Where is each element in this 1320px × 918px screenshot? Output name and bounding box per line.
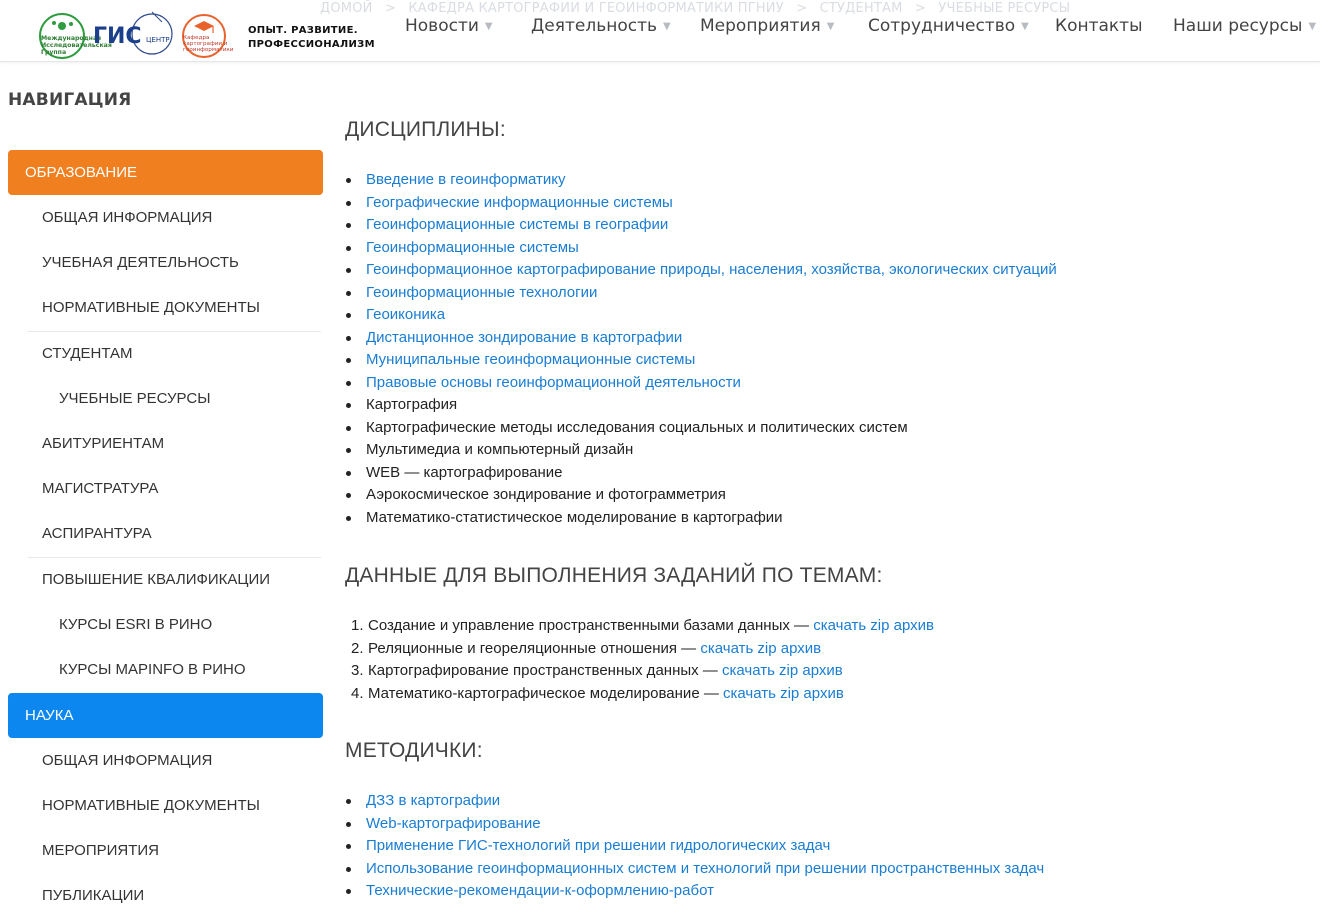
sidebar-item-masters[interactable]: МАГИСТРАТУРА [42,480,159,497]
nav-activity-label: Деятельность [531,16,657,36]
breadcrumb [320,1,1078,16]
list-item-link[interactable]: Геоинформационные системы [366,238,579,256]
gis-logo-sub: ЦЕНТР [146,36,170,44]
list-item-number: 3. [351,662,364,679]
breadcrumb-separator: > [384,1,396,16]
nav-resources-label: Наши ресурсы [1173,16,1303,36]
task-text: Создание и управление пространственными базами данных — [368,617,814,634]
list-item-link[interactable]: Использование геоинформационных систем и технологий при решении пространственных задач [366,859,1045,877]
mig-logo-text-3: Группа [41,49,67,56]
sidebar-item-science[interactable]: НАУКА [8,693,323,738]
disciplines-list [345,169,1057,529]
sidebar-item-science-regulatory-docs[interactable]: НОРМАТИВНЫЕ ДОКУМЕНТЫ [42,797,260,814]
list-item [345,660,934,683]
nav-activity[interactable] [531,16,671,36]
list-item-link[interactable]: Правовые основы геоинформационной деятельности [366,373,741,391]
nav-news-label: Новости [405,16,479,36]
download-zip-link[interactable]: скачать zip архив [700,639,822,657]
list-item [345,790,1044,813]
list-item-text: Мультимедиа и компьютерный дизайн [366,441,634,458]
nav-contacts-label: Контакты [1055,16,1143,36]
tasks-heading: ДАННЫЕ ДЛЯ ВЫПОЛНЕНИЯ ЗАДАНИЙ ПО ТЕМАМ: [345,564,883,587]
dept-logo-text-2: картографии и [183,41,228,47]
list-item-link[interactable]: Технические-рекомендации-к-оформлению-работ [366,882,714,899]
list-item-text: Аэрокосмическое зондирование и фотограмметрия [366,486,726,503]
sidebar-item-esri-courses[interactable]: КУРСЫ ESRI В РИНО [59,616,213,633]
task-text: Реляционные и георeляционные отношения — [368,639,701,657]
list-item [345,835,1044,858]
sidebar-item-students[interactable]: СТУДЕНТАМ [42,345,133,362]
list-item [345,169,1057,192]
list-item [345,259,1057,282]
sidebar-item-mapinfo-courses[interactable]: КУРСЫ MAPINFO В РИНО [59,661,246,678]
list-item [345,507,1057,530]
sidebar-item-general-info[interactable]: ОБЩАЯ ИНФОРМАЦИЯ [42,209,213,226]
download-zip-link[interactable]: скачать zip архив [813,617,935,634]
list-item [345,372,1057,395]
chevron-down-icon: ▼ [663,20,671,32]
nav-cooperation[interactable] [868,16,1029,36]
list-item-link[interactable]: Применение ГИС-технологий при решении гидрологических задач [366,837,831,854]
list-item [345,214,1057,237]
chevron-down-icon: ▼ [1021,20,1029,32]
sidebar-item-science-events[interactable]: МЕРОПРИЯТИЯ [42,842,160,859]
list-item [345,484,1057,507]
list-item [345,394,1057,417]
list-item-number: 2. [351,639,364,657]
tagline-line2: ПРОФЕССИОНАЛИЗМ [248,39,375,50]
list-item-link[interactable]: Web-картографирование [366,814,541,832]
mig-logo-text-2: Исследовательская [41,42,112,49]
list-item [345,237,1057,260]
sidebar-item-academic-activity[interactable]: УЧЕБНАЯ ДЕЯТЕЛЬНОСТЬ [42,254,239,271]
list-item-text: Картографические методы исследования социальных и политических систем [366,418,908,436]
nav-news[interactable] [405,16,493,36]
sidebar-item-learning-resources[interactable]: УЧЕБНЫЕ РЕСУРСЫ [59,390,211,407]
list-item-link[interactable]: Геоинформационное картографирование природы, населения, хозяйства, экологических ситуаций [366,261,1057,278]
department-logo[interactable] [180,12,234,60]
list-item-link[interactable]: Геоиконика [366,306,446,323]
list-item-link[interactable]: ДЗЗ в картографии [366,792,501,809]
task-text: Картографирование пространственных данных — [368,662,722,679]
nav-resources[interactable] [1173,16,1316,36]
list-item-link[interactable]: Географические информационные системы [366,193,673,211]
nav-events-label: Мероприятия [700,16,821,36]
list-item-text: Математико-статистическое моделирование в картографии [366,508,783,526]
site-header [0,0,1320,62]
list-item [345,304,1057,327]
breadcrumb-department[interactable]: КАФЕДРА КАРТОГРАФИИ И ГЕОИНФОРМАТИКИ ПГНИУ [408,1,784,16]
breadcrumb-separator: > [914,1,926,16]
list-item-link[interactable]: Введение в геоинформатику [366,171,566,188]
list-item [345,282,1057,305]
download-zip-link[interactable]: скачать zip архив [721,662,843,679]
list-item [345,349,1057,372]
sidebar-item-education[interactable]: ОБРАЗОВАНИЕ [8,150,323,195]
nav-contacts[interactable] [1055,16,1143,36]
chevron-down-icon: ▼ [484,20,493,32]
chevron-down-icon: ▼ [826,20,835,32]
gis-logo-text: ГИС [93,24,142,49]
list-item-link[interactable]: Муниципальные геоинформационные системы [366,351,696,368]
dept-logo-text-3: геоинформатики [183,47,234,53]
tagline-line1: ОПЫТ. РАЗВИТИЕ. [248,25,358,36]
list-item [345,439,1057,462]
sidebar-item-postgraduate[interactable]: АСПИРАНТУРА [42,525,152,542]
breadcrumb-home[interactable]: ДОМОЙ [320,1,373,16]
list-item-text: Картография [366,396,458,413]
list-item [345,880,1044,903]
list-item [345,813,1044,836]
download-zip-link[interactable]: скачать zip архив [723,684,844,702]
list-item [345,683,934,706]
tagline [248,24,375,52]
list-item [345,615,934,638]
sidebar-item-science-general-info[interactable]: ОБЩАЯ ИНФОРМАЦИЯ [42,752,213,769]
list-item [345,192,1057,215]
mig-logo-text-1: Международная [41,35,102,42]
sidebar-title: НАВИГАЦИЯ [8,90,132,110]
chevron-down-icon: ▼ [1308,20,1317,32]
tasks-list [345,615,934,705]
task-text: Математико-картографическое моделирование — [368,684,723,702]
sidebar-navigation [8,62,323,912]
breadcrumb-current: УЧЕБНЫЕ РЕСУРСЫ [938,1,1071,16]
sidebar-item-advanced-training[interactable]: ПОВЫШЕНИЕ КВАЛИФИКАЦИИ [42,571,271,588]
sidebar-item-regulatory-docs[interactable]: НОРМАТИВНЫЕ ДОКУМЕНТЫ [42,299,260,316]
nav-cooperation-label: Сотрудничество [868,16,1016,36]
breadcrumb-students[interactable]: СТУДЕНТАМ [819,1,903,16]
list-item [345,462,1057,485]
sidebar-item-applicants[interactable]: АБИТУРИЕНТАМ [42,435,165,452]
list-item-number: 1. [351,617,364,634]
dept-logo-text-1: Кафедра [183,35,210,41]
list-item [345,858,1044,881]
disciplines-heading: ДИСЦИПЛИНЫ: [345,118,506,141]
nav-events[interactable] [700,16,834,36]
list-item-link[interactable]: Дистанционное зондирование в картографии [366,328,683,346]
manuals-heading: МЕТОДИЧКИ: [345,739,483,762]
list-item [345,638,934,661]
list-item [345,417,1057,440]
list-item-text: WEB — картографирование [366,463,563,481]
list-item-number: 4. [351,684,364,702]
list-item [345,327,1057,350]
mig-logo[interactable] [38,12,112,60]
sidebar-item-publications[interactable]: ПУБЛИКАЦИИ [42,887,145,904]
list-item-link[interactable]: Геоинформационные технологии [366,283,598,301]
breadcrumb-separator: > [796,1,808,16]
list-item-link[interactable]: Геоинформационные системы в географии [366,216,669,233]
manuals-list [345,790,1044,903]
